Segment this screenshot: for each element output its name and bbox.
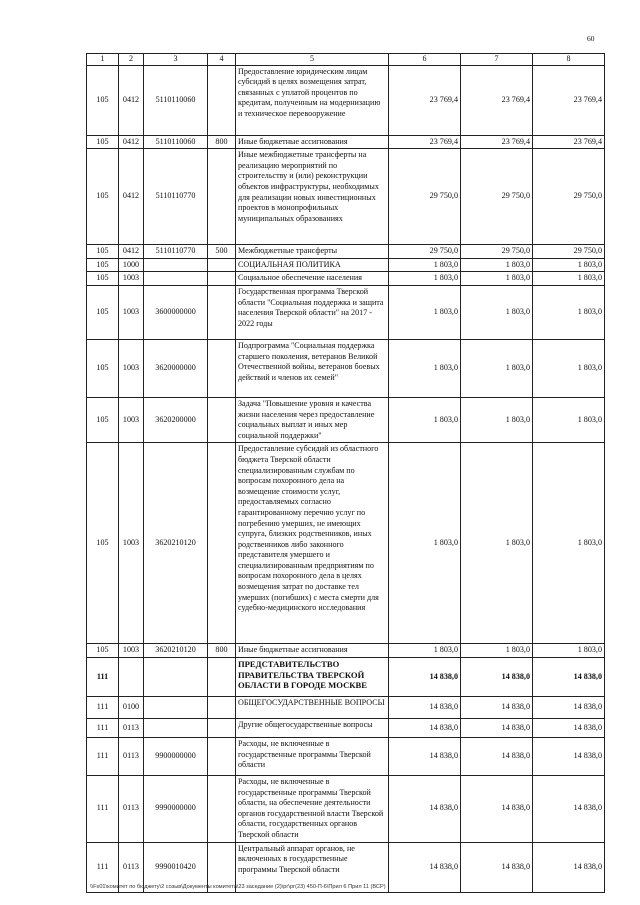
- cell-amount-2022: 1 803,0: [533, 272, 605, 286]
- table-header-row: [87, 54, 605, 66]
- table-row: [87, 285, 605, 339]
- cell-target: [144, 258, 208, 272]
- table-row: [87, 65, 605, 135]
- cell-amount-2020: 1 803,0: [389, 443, 461, 644]
- cell-amount-2020: 1 803,0: [389, 285, 461, 339]
- table-row: [87, 339, 605, 397]
- cell-section: 0412: [119, 245, 144, 259]
- cell-amount-2022: 1 803,0: [533, 258, 605, 272]
- cell-description: Центральный аппарат органов, не включенных в государственные программы Тверской области: [236, 842, 389, 892]
- header-col-5: 5: [236, 54, 389, 66]
- cell-section: 1003: [119, 285, 144, 339]
- cell-type: 800: [208, 644, 236, 658]
- cell-code: 105: [87, 443, 119, 644]
- cell-code: 105: [87, 245, 119, 259]
- cell-target: 5110110060: [144, 65, 208, 135]
- cell-type: [208, 696, 236, 718]
- cell-type: 500: [208, 245, 236, 259]
- cell-description: Иные бюджетные ассигнования: [236, 644, 389, 658]
- cell-description: Иные бюджетные ассигнования: [236, 135, 389, 149]
- cell-section: 0113: [119, 842, 144, 892]
- cell-target: 3620210120: [144, 443, 208, 644]
- cell-amount-2020: 14 838,0: [389, 696, 461, 718]
- cell-amount-2020: 23 769,4: [389, 135, 461, 149]
- table-row: [87, 737, 605, 775]
- cell-target: 9900000000: [144, 737, 208, 775]
- header-col-7: 7: [461, 54, 533, 66]
- cell-amount-2021: 1 803,0: [461, 285, 533, 339]
- cell-code: 111: [87, 718, 119, 737]
- cell-target: 9990000000: [144, 775, 208, 842]
- header-col-2: 2: [119, 54, 144, 66]
- cell-target: [144, 718, 208, 737]
- cell-target: [144, 657, 208, 696]
- header-col-4: 4: [208, 54, 236, 66]
- cell-section: 1003: [119, 397, 144, 442]
- cell-section: 1000: [119, 258, 144, 272]
- cell-section: 0412: [119, 65, 144, 135]
- table-row: [87, 696, 605, 718]
- cell-amount-2022: 23 769,4: [533, 65, 605, 135]
- cell-amount-2022: 23 769,4: [533, 135, 605, 149]
- cell-type: [208, 397, 236, 442]
- cell-amount-2021: 14 838,0: [461, 775, 533, 842]
- cell-section: 0113: [119, 737, 144, 775]
- cell-amount-2022: 14 838,0: [533, 696, 605, 718]
- cell-code: 105: [87, 339, 119, 397]
- cell-amount-2022: 14 838,0: [533, 737, 605, 775]
- cell-code: 105: [87, 135, 119, 149]
- cell-amount-2021: 23 769,4: [461, 65, 533, 135]
- cell-amount-2020: 1 803,0: [389, 258, 461, 272]
- cell-amount-2021: 14 838,0: [461, 696, 533, 718]
- cell-code: 105: [87, 397, 119, 442]
- cell-section: [119, 657, 144, 696]
- cell-type: [208, 149, 236, 245]
- cell-description: Предоставление субсидий из областного бюджета Тверской области специализированным службам по вопросам похоронного дела на возмещение стоимости услуг, предоставляемых согласно гарантированному перечню услуг по погребению умерших, не имеющих супруга, близких родственников, иных родственников либо законного представителя умершего и специализированным предприятиям по вопросам похоронного дела в целях возмещения затрат по доставке тел умерших (погибших) с места смерти для судебно-медицинского исследования: [236, 443, 389, 644]
- cell-amount-2021: 1 803,0: [461, 443, 533, 644]
- table-row: [87, 258, 605, 272]
- cell-amount-2021: 1 803,0: [461, 339, 533, 397]
- cell-amount-2022: 1 803,0: [533, 644, 605, 658]
- cell-amount-2022: 1 803,0: [533, 285, 605, 339]
- cell-type: 800: [208, 135, 236, 149]
- cell-type: [208, 737, 236, 775]
- cell-description: Подпрограмма "Социальная поддержка старшего поколения, ветеранов Великой Отечественной войны, ветеранов боевых действий и членов их семей": [236, 339, 389, 397]
- cell-section: 1003: [119, 644, 144, 658]
- cell-amount-2021: 1 803,0: [461, 272, 533, 286]
- cell-description: Межбюджетные трансферты: [236, 245, 389, 259]
- cell-amount-2021: 1 803,0: [461, 258, 533, 272]
- footer-file-path: \\Fs01\комитет по бюджету\2 созыв\Документы комитета\23 заседание (2)\рг\рг(23) 450-П-6\Прил 6 Прил 11 (ВСР): [90, 884, 386, 890]
- cell-section: 1003: [119, 339, 144, 397]
- cell-amount-2022: 1 803,0: [533, 397, 605, 442]
- cell-target: 3620200000: [144, 397, 208, 442]
- header-col-1: 1: [87, 54, 119, 66]
- cell-target: [144, 696, 208, 718]
- header-col-3: 3: [144, 54, 208, 66]
- table-row: [87, 245, 605, 259]
- cell-amount-2020: 23 769,4: [389, 65, 461, 135]
- cell-target: 3620210120: [144, 644, 208, 658]
- page-number: 60: [587, 34, 595, 43]
- cell-amount-2022: 29 750,0: [533, 149, 605, 245]
- cell-target: 5110110770: [144, 149, 208, 245]
- cell-code: 111: [87, 775, 119, 842]
- cell-amount-2021: 14 838,0: [461, 718, 533, 737]
- table-row: [87, 443, 605, 644]
- cell-amount-2022: 14 838,0: [533, 842, 605, 892]
- cell-amount-2020: 1 803,0: [389, 644, 461, 658]
- cell-code: 105: [87, 285, 119, 339]
- cell-type: [208, 657, 236, 696]
- cell-type: [208, 285, 236, 339]
- cell-code: 105: [87, 644, 119, 658]
- cell-section: 0412: [119, 149, 144, 245]
- cell-section: 0100: [119, 696, 144, 718]
- cell-amount-2022: 14 838,0: [533, 775, 605, 842]
- cell-code: 111: [87, 842, 119, 892]
- cell-code: 105: [87, 65, 119, 135]
- cell-amount-2021: 1 803,0: [461, 397, 533, 442]
- cell-type: [208, 443, 236, 644]
- cell-target: 5110110770: [144, 245, 208, 259]
- cell-description: Социальное обеспечение населения: [236, 272, 389, 286]
- cell-section: 1003: [119, 443, 144, 644]
- cell-amount-2021: 23 769,4: [461, 135, 533, 149]
- table-row: [87, 657, 605, 696]
- cell-amount-2021: 29 750,0: [461, 149, 533, 245]
- cell-amount-2020: 14 838,0: [389, 718, 461, 737]
- cell-target: 5110110060: [144, 135, 208, 149]
- cell-amount-2022: 14 838,0: [533, 657, 605, 696]
- cell-code: 111: [87, 657, 119, 696]
- table-row: [87, 272, 605, 286]
- cell-amount-2020: 29 750,0: [389, 149, 461, 245]
- cell-amount-2020: 29 750,0: [389, 245, 461, 259]
- table-row: [87, 149, 605, 245]
- table-row: [87, 397, 605, 442]
- cell-description: СОЦИАЛЬНАЯ ПОЛИТИКА: [236, 258, 389, 272]
- cell-amount-2020: 1 803,0: [389, 397, 461, 442]
- cell-amount-2020: 14 838,0: [389, 775, 461, 842]
- cell-amount-2022: 14 838,0: [533, 718, 605, 737]
- cell-type: [208, 718, 236, 737]
- cell-code: 105: [87, 149, 119, 245]
- cell-amount-2021: 14 838,0: [461, 657, 533, 696]
- cell-description: ОБЩЕГОСУДАРСТВЕННЫЕ ВОПРОСЫ: [236, 696, 389, 718]
- cell-target: [144, 272, 208, 286]
- cell-amount-2020: 14 838,0: [389, 657, 461, 696]
- table-row: [87, 775, 605, 842]
- header-col-8: 8: [533, 54, 605, 66]
- cell-section: 0412: [119, 135, 144, 149]
- cell-description: Государственная программа Тверской области "Социальная поддержка и защита населения Тверской области" на 2017 - 2022 годы: [236, 285, 389, 339]
- cell-code: 105: [87, 272, 119, 286]
- cell-code: 111: [87, 737, 119, 775]
- cell-description: Задача "Повышение уровня и качества жизни населения через предоставление социальных выплат и иных мер социальной поддержки": [236, 397, 389, 442]
- cell-target: 3600000000: [144, 285, 208, 339]
- cell-amount-2021: 14 838,0: [461, 737, 533, 775]
- cell-amount-2020: 14 838,0: [389, 737, 461, 775]
- cell-description: Расходы, не включенные в государственные программы Тверской области, на обеспечение деятельности органов государственной власти Тверской области, государственных органов Тверской области: [236, 775, 389, 842]
- cell-amount-2022: 29 750,0: [533, 245, 605, 259]
- cell-amount-2022: 1 803,0: [533, 443, 605, 644]
- cell-description: Расходы, не включенные в государственные программы Тверской области: [236, 737, 389, 775]
- cell-section: 0113: [119, 775, 144, 842]
- cell-description: ПРЕДСТАВИТЕЛЬСТВО ПРАВИТЕЛЬСТВА ТВЕРСКОЙ ОБЛАСТИ В ГОРОДЕ МОСКВЕ: [236, 657, 389, 696]
- cell-type: [208, 775, 236, 842]
- cell-amount-2021: 29 750,0: [461, 245, 533, 259]
- budget-table: [86, 53, 605, 893]
- table-row: [87, 718, 605, 737]
- cell-description: Другие общегосударственные вопросы: [236, 718, 389, 737]
- cell-type: [208, 258, 236, 272]
- cell-description: Предоставление юридическим лицам субсидий в целях возмещения затрат, связанных с уплатой процентов по кредитам, полученным на модернизацию и техническое перевооружение: [236, 65, 389, 135]
- cell-amount-2022: 1 803,0: [533, 339, 605, 397]
- cell-code: 111: [87, 696, 119, 718]
- cell-description: Иные межбюджетные трансферты на реализацию мероприятий по строительству и (или) реконструкции объектов инфраструктуры, необходимых для реализации новых инвестиционных проектов в монопрофильных муниципальных образованиях: [236, 149, 389, 245]
- cell-type: [208, 272, 236, 286]
- cell-amount-2020: 1 803,0: [389, 272, 461, 286]
- table-row: [87, 644, 605, 658]
- header-col-6: 6: [389, 54, 461, 66]
- cell-type: [208, 65, 236, 135]
- cell-section: 1003: [119, 272, 144, 286]
- cell-target: 3620000000: [144, 339, 208, 397]
- cell-amount-2021: 1 803,0: [461, 644, 533, 658]
- cell-amount-2021: 14 838,0: [461, 842, 533, 892]
- cell-amount-2020: 14 838,0: [389, 842, 461, 892]
- table-row: [87, 135, 605, 149]
- cell-type: [208, 339, 236, 397]
- cell-code: 105: [87, 258, 119, 272]
- cell-amount-2020: 1 803,0: [389, 339, 461, 397]
- cell-target: 9990010420: [144, 842, 208, 892]
- cell-section: 0113: [119, 718, 144, 737]
